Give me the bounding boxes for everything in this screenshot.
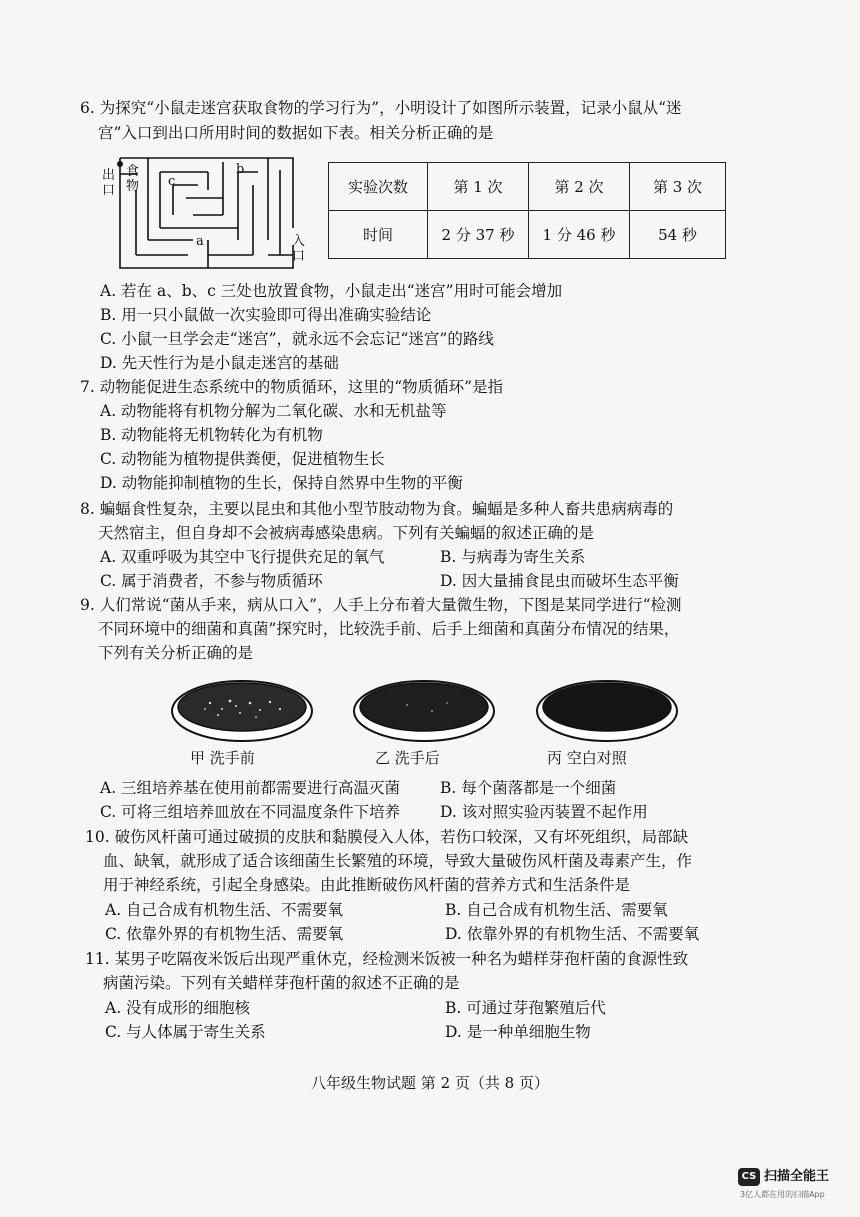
q9-stem-line1: 9. 人们常说“菌从手来，病从口入”，人手上分布着大量微生物，下图是某同学进行“检测 xyxy=(80,596,682,614)
petri-dish-blank-control xyxy=(535,673,680,745)
maze-point-a: a xyxy=(196,234,204,249)
q10-option-c: C. 依靠外界的有机物生活、需要氧 xyxy=(105,925,344,943)
scanner-brand-name: 扫描全能王 xyxy=(764,1169,830,1184)
q6-stem-line2: 宫”入口到出口所用时间的数据如下表。相关分析正确的是 xyxy=(98,124,494,142)
table-cell: 实验次数 xyxy=(329,163,428,211)
q7-option-c: C. 动物能为植物提供粪便，促进植物生长 xyxy=(100,450,385,468)
q6-option-a: A. 若在 a、b、c 三处也放置食物，小鼠走出“迷宫”用时可能会增加 xyxy=(100,282,563,300)
q8-stem-line1: 8. 蝙蝠食性复杂，主要以昆虫和其他小型节肢动物为食。蝙蝠是多种人畜共患病病毒的 xyxy=(80,500,674,518)
table-cell: 第 2 次 xyxy=(529,163,630,211)
q6-option-c: C. 小鼠一旦学会走“迷宫”，就永远不会忘记“迷宫”的路线 xyxy=(100,330,494,348)
q9-option-a: A. 三组培养基在使用前都需要进行高温灭菌 xyxy=(100,779,401,797)
q10-stem-line1: 10. 破伤风杆菌可通过破损的皮肤和黏膜侵入人体，若伤口较深，又有坏死组织，局部缺 xyxy=(85,828,689,846)
page-footer: 八年级生物试题 第 2 页（共 8 页） xyxy=(311,1074,549,1092)
petri-dish-after-washing xyxy=(352,673,497,745)
maze-diagram xyxy=(98,150,310,275)
table-cell: 第 3 次 xyxy=(630,163,726,211)
maze-food-label: 食物 xyxy=(126,164,140,194)
q11-option-b: B. 可通过芽孢繁殖后代 xyxy=(445,999,606,1017)
q7-option-b: B. 动物能将无机物转化为有机物 xyxy=(100,426,323,444)
table-cell: 2 分 37 秒 xyxy=(428,211,529,259)
q8-option-d: D. 因大量捕食昆虫而破坏生态平衡 xyxy=(440,572,679,590)
q6-stem-line1: 6. 为探究“小鼠走迷宫获取食物的学习行为”，小明设计了如图所示装置，记录小鼠从“迷 xyxy=(80,99,682,117)
table-cell: 1 分 46 秒 xyxy=(529,211,630,259)
q9-stem-line3: 下列有关分析正确的是 xyxy=(98,644,254,662)
dish-caption-before: 甲 洗手前 xyxy=(190,749,255,767)
q8-stem-line2: 天然宿主，但自身却不会被病毒感染患病。下列有关蝙蝠的叙述正确的是 xyxy=(98,524,595,542)
q10-option-d: D. 依靠外界的有机物生活、不需要氧 xyxy=(445,925,700,943)
q10-option-b: B. 自己合成有机物生活、需要氧 xyxy=(445,901,668,919)
table-cell: 时间 xyxy=(329,211,428,259)
q8-option-a: A. 双重呼吸为其空中飞行提供充足的氧气 xyxy=(100,548,385,566)
experiment-table xyxy=(328,162,726,259)
q11-option-d: D. 是一种单细胞生物 xyxy=(445,1023,591,1041)
table-row xyxy=(329,211,726,259)
scanner-tagline: 3亿人都在用的扫描App xyxy=(740,1190,825,1199)
q7-option-d: D. 动物能抑制植物的生长，保持自然界中生物的平衡 xyxy=(100,474,463,492)
q10-option-a: A. 自己合成有机物生活、不需要氧 xyxy=(105,901,344,919)
q6-option-d: D. 先天性行为是小鼠走迷宫的基础 xyxy=(100,354,339,372)
q11-stem-line2: 病菌污染。下列有关蜡样芽孢杆菌的叙述不正确的是 xyxy=(103,974,460,992)
dish-caption-control: 丙 空白对照 xyxy=(547,749,627,767)
q11-option-a: A. 没有成形的细胞核 xyxy=(105,999,251,1017)
q7-option-a: A. 动物能将有机物分解为二氧化碳、水和无机盐等 xyxy=(100,402,447,420)
maze-entrance-label: 入口 xyxy=(292,234,306,264)
table-header-row xyxy=(329,163,726,211)
q9-option-c: C. 可将三组培养皿放在不同温度条件下培养 xyxy=(100,803,401,821)
q8-option-c: C. 属于消费者，不参与物质循环 xyxy=(100,572,323,590)
scanner-logo-icon: CS xyxy=(738,1168,760,1186)
q11-stem-line1: 11. 某男子吃隔夜米饭后出现严重休克，经检测米饭被一种名为蜡样芽孢杆菌的食源性致 xyxy=(85,950,689,968)
maze-exit-label: 出口 xyxy=(102,168,116,198)
q8-option-b: B. 与病毒为寄生关系 xyxy=(440,548,586,566)
q10-stem-line2: 血、缺氧，就形成了适合该细菌生长繁殖的环境，导致大量破伤风杆菌及毒素产生，作 xyxy=(103,852,693,870)
table-cell: 54 秒 xyxy=(630,211,726,259)
q7-stem: 7. 动物能促进生态系统中的物质循环，这里的“物质循环”是指 xyxy=(80,378,504,396)
petri-dish-before-washing xyxy=(170,673,315,745)
q9-option-d: D. 该对照实验丙装置不起作用 xyxy=(440,803,648,821)
q11-option-c: C. 与人体属于寄生关系 xyxy=(105,1023,266,1041)
q9-stem-line2: 不同环境中的细菌和真菌”探究时，比较洗手前、后手上细菌和真菌分布情况的结果， xyxy=(98,620,680,638)
maze-point-c: c xyxy=(168,174,176,189)
q10-stem-line3: 用于神经系统，引起全身感染。由此推断破伤风杆菌的营养方式和生活条件是 xyxy=(103,876,631,894)
dish-caption-after: 乙 洗手后 xyxy=(375,749,440,767)
q6-option-b: B. 用一只小鼠做一次实验即可得出准确实验结论 xyxy=(100,306,432,324)
maze-point-b: b xyxy=(236,162,245,177)
q9-option-b: B. 每个菌落都是一个细菌 xyxy=(440,779,617,797)
table-cell: 第 1 次 xyxy=(428,163,529,211)
